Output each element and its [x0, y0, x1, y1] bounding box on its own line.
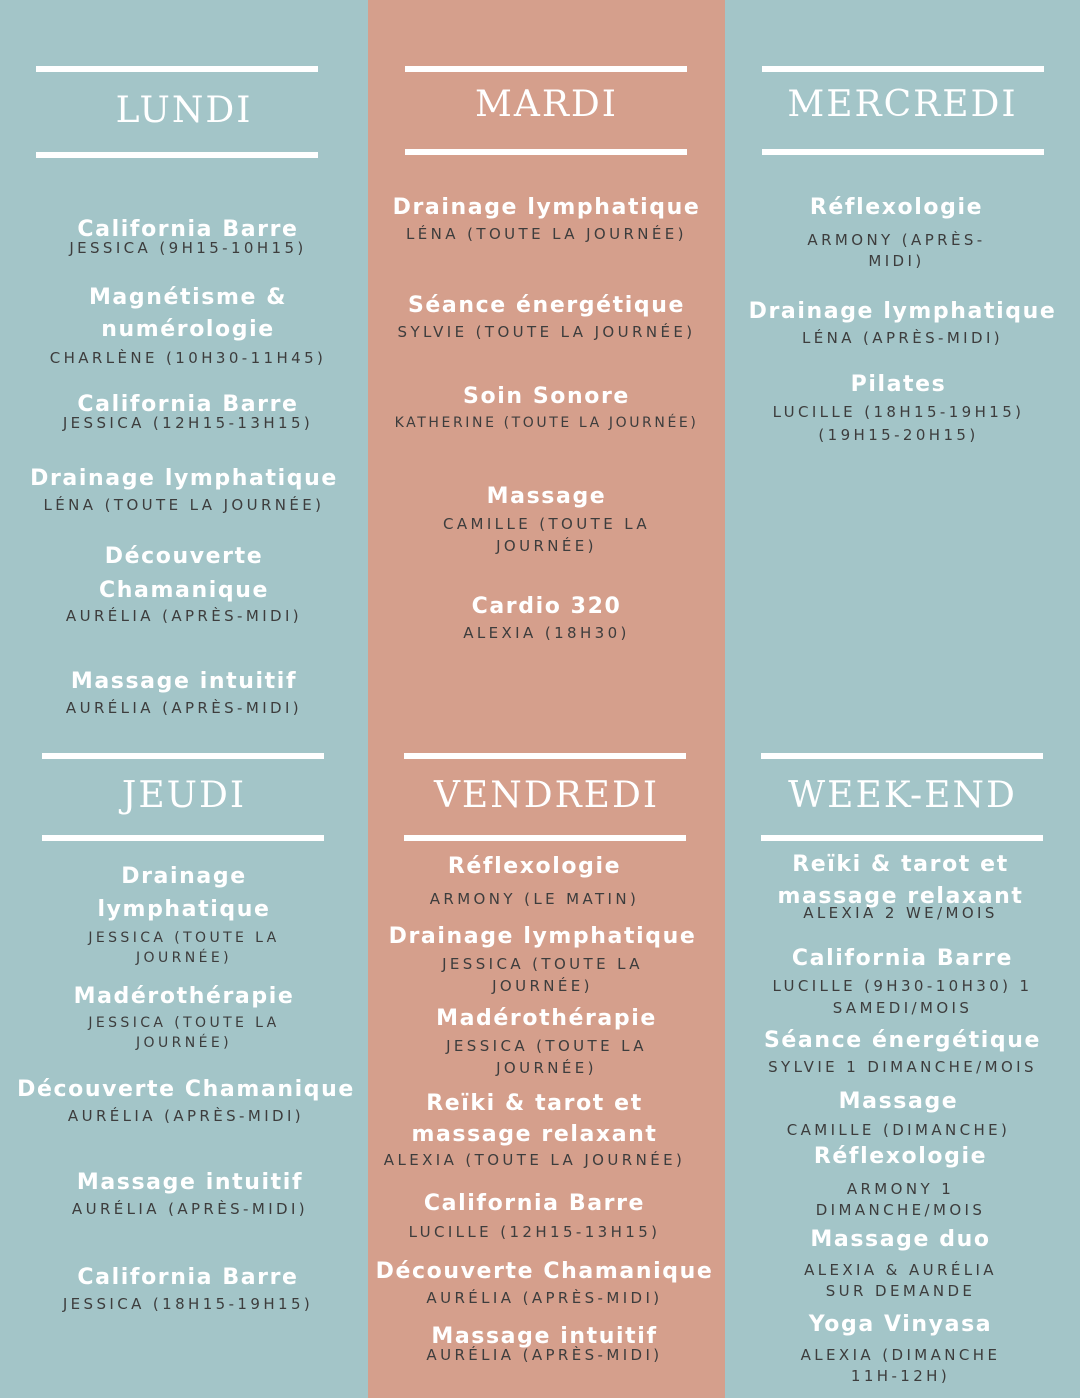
practitioner: JESSICA (18H15-19H15) — [62, 1295, 314, 1313]
practitioner: LUCILLE (12H15-13H15) — [408, 1223, 661, 1241]
activity-title: Séance énergétique — [407, 293, 686, 318]
activity-title: Drainage lymphatique — [97, 864, 271, 922]
practitioner: SYLVIE (TOUTE LA JOURNÉE) — [397, 323, 696, 341]
rule-top — [36, 66, 318, 72]
section-weekend — [725, 745, 1080, 1398]
activity-title: Séance énergétique — [763, 1028, 1042, 1053]
rule-bottom — [36, 152, 318, 158]
rule-top — [42, 753, 324, 759]
list-item — [723, 849, 1078, 924]
activity-title: Massage intuitif — [76, 1170, 304, 1195]
practitioner: LÉNA (TOUTE LA JOURNÉE) — [406, 225, 687, 243]
activity-title: Drainage lymphatique — [748, 299, 1057, 324]
activity-title: Magnétisme & numérologie — [88, 285, 288, 342]
practitioner: ALEXIA 2 WE/MOIS — [803, 904, 998, 922]
practitioner: ARMONY (LE MATIN) — [429, 890, 640, 908]
list-item — [368, 290, 725, 343]
section-vendredi — [368, 745, 725, 1398]
practitioner: CAMILLE (DIMANCHE) — [786, 1121, 1011, 1139]
list-item — [725, 296, 1080, 349]
rule-top — [761, 753, 1043, 759]
activity-title: Soin Sonore — [463, 384, 630, 409]
list-item — [4, 214, 372, 259]
activity-title: Découverte Chamanique — [99, 544, 269, 603]
rule-top — [762, 66, 1044, 72]
list-item — [356, 1188, 713, 1243]
activity-title: Réflexologie — [447, 854, 622, 879]
list-item — [366, 1256, 723, 1309]
activity-title: Madérothérapie — [436, 1006, 657, 1031]
practitioner: JESSICA (12H15-13H15) — [62, 414, 314, 432]
practitioner: KATHERINE (TOUTE LA JOURNÉE) — [394, 415, 699, 431]
practitioner: LUCILLE (9H30-10H30) 1 SAMEDI/MOIS — [772, 977, 1033, 1017]
activity-title: Pilates — [850, 372, 947, 397]
practitioner: AURÉLIA (APRÈS-MIDI) — [71, 1200, 309, 1218]
activity-title: Massage — [486, 484, 607, 509]
list-item — [723, 1224, 1078, 1302]
list-item — [723, 1141, 1078, 1221]
activity-title: Reïki & tarot et massage relaxant — [411, 1091, 658, 1147]
list-item — [0, 666, 368, 719]
list-item — [0, 860, 368, 968]
practitioner: AURÉLIA (APRÈS-MIDI) — [65, 699, 303, 717]
activity-title: Découverte Chamanique — [375, 1259, 714, 1284]
list-item — [356, 1088, 713, 1171]
activity-title: Cardio 320 — [471, 594, 622, 619]
list-item — [368, 1003, 725, 1079]
practitioner: CAMILLE (TOUTE LA JOURNÉE) — [442, 515, 651, 555]
activity-title: Reïki & tarot et massage relaxant — [777, 852, 1024, 909]
rule-bottom — [42, 835, 324, 841]
list-item — [719, 192, 1074, 272]
day-heading-mercredi: MERCREDI — [787, 84, 1018, 125]
practitioner: ALEXIA (TOUTE LA JOURNÉE) — [383, 1151, 686, 1169]
activity-title: Massage intuitif — [431, 1324, 658, 1349]
activity-title: California Barre — [423, 1191, 646, 1216]
section-lundi — [0, 0, 368, 745]
activity-title: California Barre — [791, 946, 1014, 971]
day-heading-jeudi: JEUDI — [121, 775, 247, 816]
activity-title: Drainage lymphatique — [392, 195, 701, 220]
practitioner: JESSICA (TOUTE LA JOURNÉE) — [442, 955, 643, 995]
section-mercredi — [725, 0, 1080, 745]
day-heading-lundi: LUNDI — [115, 90, 253, 131]
list-item — [6, 1167, 374, 1220]
activity-title: California Barre — [77, 392, 299, 417]
list-item — [4, 389, 372, 434]
practitioner: LÉNA (APRÈS-MIDI) — [801, 329, 1004, 347]
practitioner: JESSICA (TOUTE LA JOURNÉE) — [88, 1015, 280, 1051]
rule-top — [405, 66, 687, 72]
list-item — [356, 851, 713, 910]
practitioner: ALEXIA (18H30) — [463, 624, 630, 642]
practitioner: ARMONY (APRÈS-MIDI) — [807, 231, 986, 270]
activity-title: Massage — [838, 1089, 959, 1114]
list-item — [721, 1086, 1076, 1141]
practitioner: ALEXIA & AURÉLIA SUR DEMANDE — [804, 1261, 997, 1300]
practitioner: AURÉLIA (APRÈS-MIDI) — [65, 607, 303, 625]
practitioner: CHARLÈNE (10H30-11H45) — [49, 349, 327, 367]
list-item — [723, 1309, 1078, 1387]
rule-bottom — [762, 149, 1044, 155]
activity-title: Massage intuitif — [70, 669, 298, 694]
activity-title: California Barre — [77, 1265, 299, 1290]
activity-title: Réflexologie — [809, 195, 984, 220]
practitioner: JESSICA (9H15-10H15) — [69, 239, 307, 257]
rule-bottom — [404, 835, 686, 841]
list-item — [368, 591, 725, 644]
list-item — [0, 981, 368, 1053]
section-mardi — [368, 0, 725, 745]
practitioner: ALEXIA (DIMANCHE 11H-12H) — [800, 1346, 1001, 1385]
list-item — [0, 540, 368, 627]
activity-title: Découverte Chamanique — [17, 1077, 355, 1102]
activity-title: Madérothérapie — [73, 984, 295, 1009]
list-item — [4, 1262, 372, 1315]
activity-title: Massage duo — [810, 1227, 991, 1252]
practitioner: AURÉLIA (APRÈS-MIDI) — [426, 1289, 663, 1307]
rule-bottom — [405, 149, 687, 155]
list-item — [368, 481, 725, 557]
activity-title: California Barre — [77, 217, 299, 242]
practitioner: AURÉLIA (APRÈS-MIDI) — [426, 1346, 663, 1364]
list-item — [725, 943, 1080, 1019]
list-item — [725, 1025, 1080, 1078]
activity-title: Drainage lymphatique — [30, 466, 338, 491]
section-jeudi — [0, 745, 368, 1398]
practitioner: JESSICA (TOUTE LA JOURNÉE) — [88, 930, 280, 966]
practitioner: LÉNA (TOUTE LA JOURNÉE) — [43, 496, 325, 514]
list-item — [2, 1074, 370, 1127]
rule-top — [404, 753, 686, 759]
rule-bottom — [761, 835, 1043, 841]
day-heading-mardi: MARDI — [474, 84, 619, 125]
list-item — [366, 1321, 723, 1366]
practitioner: ARMONY 1 DIMANCHE/MOIS — [815, 1180, 986, 1219]
list-item — [364, 921, 721, 997]
activity-title: Yoga Vinyasa — [808, 1312, 993, 1337]
list-item — [4, 282, 372, 369]
practitioner: JESSICA (TOUTE LA JOURNÉE) — [446, 1037, 647, 1077]
list-item — [0, 463, 368, 516]
list-item — [368, 192, 725, 245]
practitioner: SYLVIE 1 DIMANCHE/MOIS — [768, 1058, 1037, 1076]
practitioner: LUCILLE (18H15-19H15) (19H15-20H15) — [772, 403, 1025, 444]
list-item — [721, 369, 1076, 447]
day-heading-weekend: WEEK-END — [788, 775, 1017, 816]
day-heading-vendredi: VENDREDI — [433, 775, 660, 816]
activity-title: Drainage lymphatique — [388, 924, 697, 949]
activity-title: Réflexologie — [813, 1144, 988, 1169]
list-item — [368, 381, 725, 434]
practitioner: AURÉLIA (APRÈS-MIDI) — [67, 1107, 305, 1125]
